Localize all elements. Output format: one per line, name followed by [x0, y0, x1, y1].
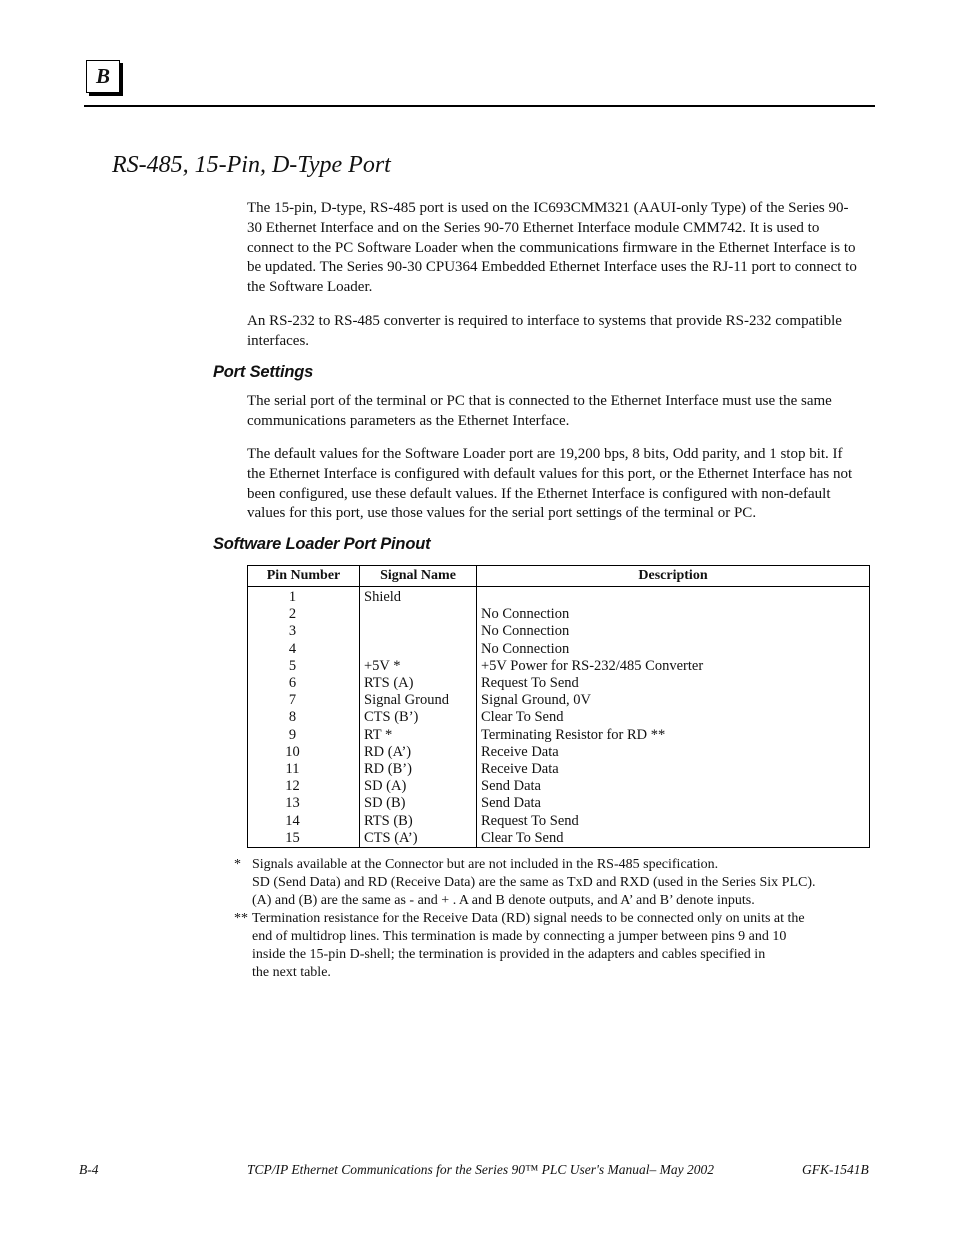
- footnotes: [234, 856, 874, 982]
- pin-number-cell: 1: [248, 587, 360, 607]
- table-row: [248, 658, 870, 675]
- table-header-row: [248, 566, 870, 587]
- signal-name-cell: CTS (A’): [360, 830, 477, 848]
- footnote-line: Termination resistance for the Receive Data (RD) signal needs to be connected only on units at the: [252, 911, 805, 926]
- signal-name-cell: RD (A’): [360, 744, 477, 761]
- description-cell: Receive Data: [477, 761, 870, 778]
- description-cell: No Connection: [477, 623, 870, 640]
- pinout-table: [247, 565, 870, 848]
- table-row: [248, 692, 870, 709]
- table-row: [248, 623, 870, 640]
- section-title: RS-485, 15-Pin, D-Type Port: [112, 152, 391, 178]
- footer-doc-id: GFK-1541B: [802, 1162, 869, 1177]
- pin-number-cell: 15: [248, 830, 360, 848]
- header-rule: [84, 105, 875, 107]
- pin-number-cell: 13: [248, 795, 360, 812]
- footnote-marker: *: [234, 857, 241, 872]
- signal-name-cell: Shield: [360, 587, 477, 607]
- table-row: [248, 795, 870, 812]
- column-header-signal: Signal Name: [360, 566, 477, 587]
- pin-number-cell: 9: [248, 727, 360, 744]
- footnote-marker: **: [234, 911, 248, 926]
- description-cell: Clear To Send: [477, 709, 870, 726]
- signal-name-cell: RTS (B): [360, 813, 477, 830]
- table-row: [248, 587, 870, 607]
- signal-name-cell: [360, 606, 477, 623]
- description-cell: Clear To Send: [477, 830, 870, 848]
- signal-name-cell: CTS (B’): [360, 709, 477, 726]
- appendix-tab: [86, 60, 120, 93]
- pin-number-cell: 8: [248, 709, 360, 726]
- intro-paragraph-1: The 15-pin, D-type, RS-485 port is used on the IC693CMM321 (AAUI-only Type) of the Series 90-30 Ethernet Interface and on the Series 90-70 Ethernet Interface module CMM742. It is used to connect to the PC Software Loader when the communications firmware in the Ethernet Interface is to be updated. The Series 90-30 CPU364 Embedded Ethernet Interface uses the RJ-11 port to connect to the Software Loader.: [247, 200, 857, 296]
- pin-number-cell: 5: [248, 658, 360, 675]
- table-row: [248, 606, 870, 623]
- signal-name-cell: [360, 641, 477, 658]
- footnote-line: inside the 15-pin D-shell; the termination is provided in the adapters and cables specified in: [252, 947, 766, 962]
- signal-name-cell: Signal Ground: [360, 692, 477, 709]
- pin-number-cell: 6: [248, 675, 360, 692]
- signal-name-cell: +5V *: [360, 658, 477, 675]
- pinout-heading: Software Loader Port Pinout: [213, 535, 431, 553]
- description-cell: Signal Ground, 0V: [477, 692, 870, 709]
- description-cell: No Connection: [477, 606, 870, 623]
- table-row: [248, 727, 870, 744]
- description-cell: Terminating Resistor for RD **: [477, 727, 870, 744]
- footnote-double-asterisk: [234, 910, 874, 982]
- table-row: [248, 744, 870, 761]
- signal-name-cell: RTS (A): [360, 675, 477, 692]
- pin-number-cell: 12: [248, 778, 360, 795]
- signal-name-cell: [360, 623, 477, 640]
- pin-number-cell: 10: [248, 744, 360, 761]
- port-settings-heading: Port Settings: [213, 363, 314, 381]
- footnote-line: (A) and (B) are the same as - and + . A and B denote outputs, and A’ and B’ denote inputs.: [252, 893, 755, 908]
- footer-manual-title: TCP/IP Ethernet Communications for the Series 90™ PLC User's Manual– May 2002: [247, 1162, 714, 1177]
- signal-name-cell: SD (A): [360, 778, 477, 795]
- description-cell: Send Data: [477, 795, 870, 812]
- intro-paragraph-2: An RS-232 to RS-485 converter is required to interface to systems that provide RS-232 compatible interfaces.: [247, 313, 842, 349]
- description-cell: No Connection: [477, 641, 870, 658]
- pin-number-cell: 14: [248, 813, 360, 830]
- footnote-line: Signals available at the Connector but are not included in the RS-485 specification.: [252, 857, 719, 872]
- table-row: [248, 675, 870, 692]
- footnote-single-asterisk: [234, 856, 874, 910]
- pin-number-cell: 11: [248, 761, 360, 778]
- table-row: [248, 641, 870, 658]
- table-row: [248, 778, 870, 795]
- description-cell: Receive Data: [477, 744, 870, 761]
- port-settings-paragraph-1: The serial port of the terminal or PC that is connected to the Ethernet Interface must use the same communications parameters as the Ethernet Interface.: [247, 393, 832, 429]
- description-cell: Request To Send: [477, 813, 870, 830]
- description-cell: +5V Power for RS-232/485 Converter: [477, 658, 870, 675]
- table-row: [248, 813, 870, 830]
- column-header-description: Description: [477, 566, 870, 587]
- footer-page-number: B-4: [79, 1162, 99, 1177]
- description-cell: Send Data: [477, 778, 870, 795]
- signal-name-cell: SD (B): [360, 795, 477, 812]
- pin-number-cell: 3: [248, 623, 360, 640]
- description-cell: Request To Send: [477, 675, 870, 692]
- pin-number-cell: 2: [248, 606, 360, 623]
- port-settings-paragraph-2: The default values for the Software Loader port are 19,200 bps, 8 bits, Odd parity, and 1 stop bit. If the Ethernet Interface is configured with default values for this port, or the Ethernet Interface has not been configured, use these default values. If the Ethernet Interface is configured with non-default values for this port, use those values for the serial port settings of the terminal or PC.: [247, 446, 853, 522]
- appendix-letter: B: [95, 64, 110, 88]
- pin-number-cell: 7: [248, 692, 360, 709]
- column-header-pin: Pin Number: [248, 566, 360, 587]
- table-row: [248, 761, 870, 778]
- signal-name-cell: RD (B’): [360, 761, 477, 778]
- footnote-line: the next table.: [252, 965, 331, 980]
- description-cell: [477, 587, 870, 607]
- table-row: [248, 830, 870, 848]
- table-row: [248, 709, 870, 726]
- signal-name-cell: RT *: [360, 727, 477, 744]
- footnote-line: SD (Send Data) and RD (Receive Data) are the same as TxD and RXD (used in the Series Six PLC).: [252, 875, 816, 890]
- footnote-line: end of multidrop lines. This termination is made by connecting a jumper between pins 9 and 10: [252, 929, 787, 944]
- pin-number-cell: 4: [248, 641, 360, 658]
- pinout-table-body: [248, 587, 870, 848]
